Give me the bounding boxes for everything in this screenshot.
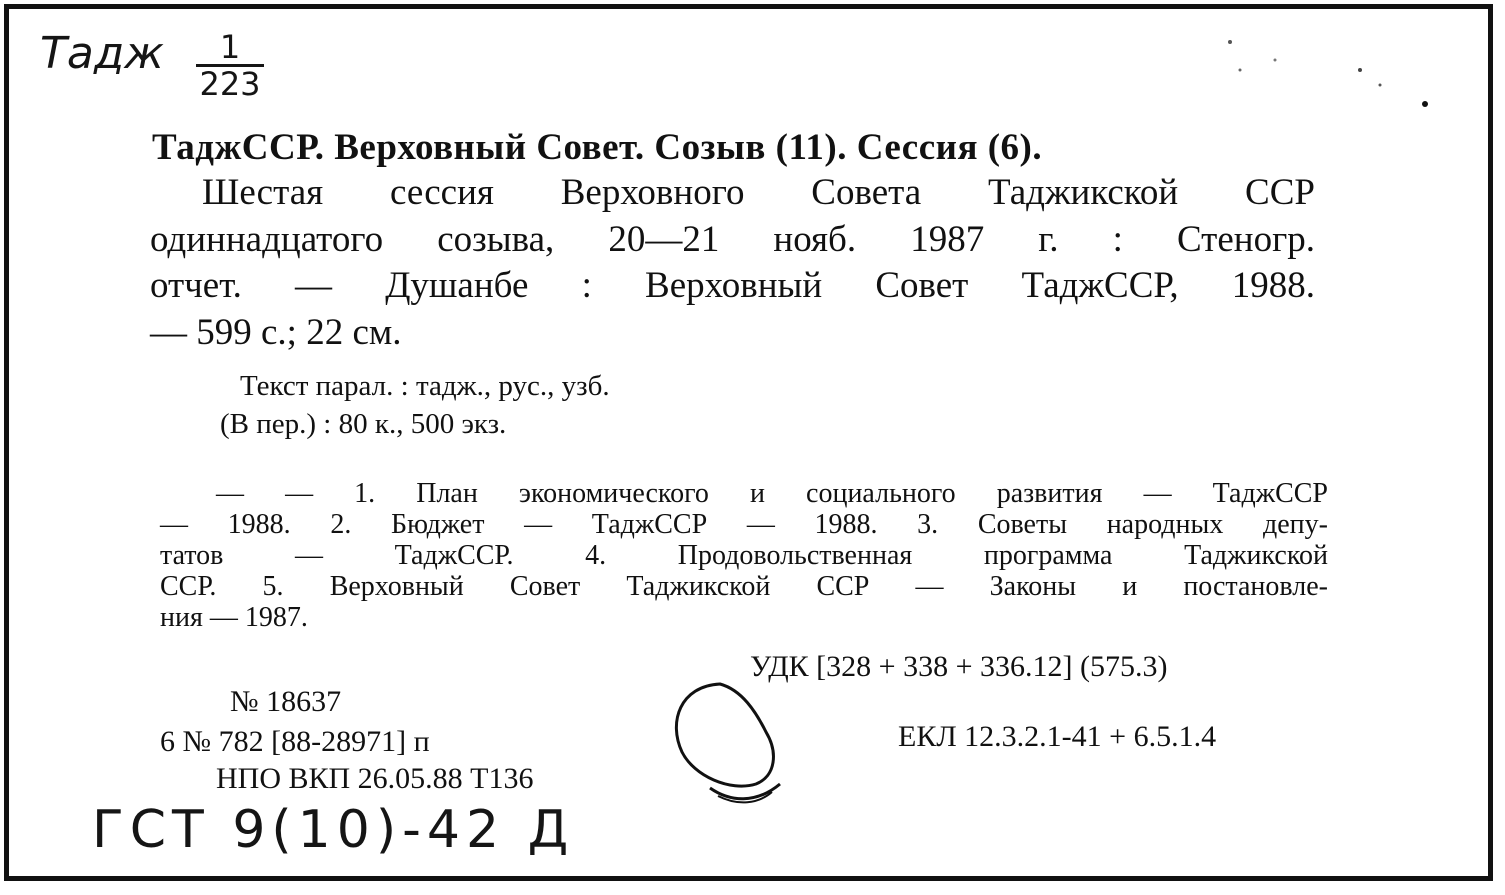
subject-line: ния — 1987. bbox=[160, 602, 308, 633]
description-line: одиннадцатого созыва, 20—21 нояб. 1987 г. : Стеногр. bbox=[150, 218, 1315, 260]
npo-line: НПО ВКП 26.05.88 Т136 bbox=[216, 762, 534, 795]
description-line: — 599 с.; 22 см. bbox=[150, 311, 402, 353]
description-line: отчет. — Душанбе : Верховный Совет ТаджССР, 1988. bbox=[150, 265, 1315, 306]
handwritten-code-prefix: Тадж bbox=[40, 28, 164, 79]
subject-headings bbox=[160, 478, 1328, 633]
entry-heading: ТаджССР. Верховный Совет. Созыв (11). Сессия (6). bbox=[152, 127, 1043, 168]
handwritten-call-number: ГСТ 9(10)-42 Д bbox=[92, 800, 575, 860]
handwritten-fraction-numerator: 1 bbox=[219, 28, 241, 66]
subject-line: — — 1. План экономического и социального развития — ТаджССР bbox=[216, 478, 1328, 509]
handwritten-fraction-denominator: 223 bbox=[199, 65, 261, 103]
handwritten-fraction bbox=[190, 30, 270, 101]
subject-line: татов — ТаджССР. 4. Продовольственная программа Таджикской bbox=[160, 540, 1328, 571]
ekl-code: ЕКЛ 12.3.2.1-41 + 6.5.1.4 bbox=[898, 720, 1217, 753]
hand-drawn-loop-mark bbox=[660, 672, 790, 812]
language-note: Текст парал. : тадж., рус., узб. bbox=[240, 370, 610, 402]
price-note: (В пер.) : 80 к., 500 экз. bbox=[220, 408, 507, 440]
subject-line: — 1988. 2. Бюджет — ТаджССР — 1988. 3. Советы народных депу- bbox=[160, 509, 1328, 540]
udk-code: УДК [328 + 338 + 336.12] (575.3) bbox=[750, 650, 1168, 683]
description-line: Шестая сессия Верховного Совета Таджикской ССР bbox=[202, 172, 1315, 213]
inventory-number: № 18637 bbox=[230, 685, 342, 718]
order-number: 6 № 782 [88-28971] п bbox=[160, 725, 430, 758]
entry-description bbox=[150, 170, 1315, 356]
handwritten-shelf-code bbox=[40, 28, 164, 79]
scan-specks bbox=[1220, 30, 1440, 120]
subject-line: ССР. 5. Верховный Совет Таджикской ССР — Законы и постановле- bbox=[160, 571, 1328, 602]
